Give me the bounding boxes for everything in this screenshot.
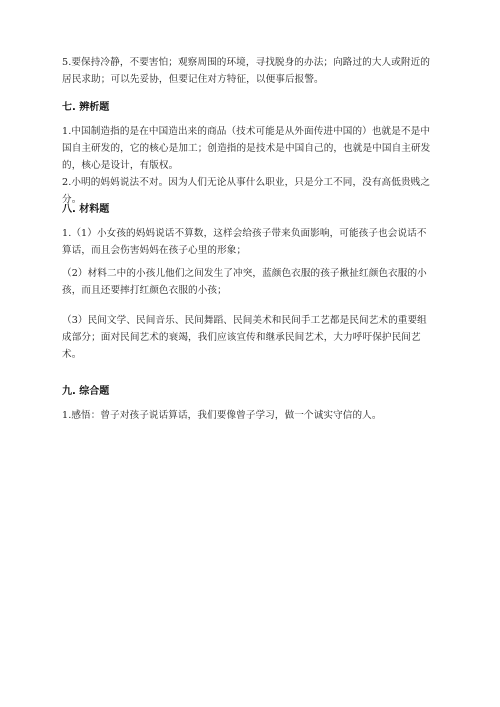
- material-item-1: [62, 225, 434, 259]
- material-item-2-text: （2）材料二中的小孩儿他们之间发生了冲突，蓝颜色衣服的孩子揪扯红颜色衣服的小孩，而且还要摔打红颜色衣服的小孩；: [62, 268, 427, 296]
- comprehensive-item-1: [62, 407, 434, 424]
- material-item-3: [62, 312, 434, 363]
- section-heading-analysis: 七. 辨析题: [62, 102, 110, 113]
- analysis-item-1: 1.中国制造指的是在中国造出来的商品（技术可能是从外面传进中国的）也就是不是中国自主研发的，它的核心是加工；创造指的是技术是中国自己的，也就是中国自主研发的，核心是设计，有版权。: [62, 126, 431, 171]
- material-item-2: [62, 265, 434, 299]
- answer-text: 5.要保持冷静，不要害怕；观察周围的环境，寻找脱身的办法；向路过的大人或附近的居民求助；可以先妥协，但要记住对方特征，以便事后报警。: [62, 57, 431, 85]
- answer-item-5: [62, 54, 434, 88]
- material-item-3-text: （3）民间文学、民间音乐、民间舞蹈、民间美术和民间手工艺都是民间艺术的重要组成部分；面对民间艺术的衰竭，我们应该宣传和继承民间艺术，大力呼吁保护民间艺术。: [62, 315, 427, 360]
- section-heading-material: 八. 材料题: [62, 204, 110, 215]
- analysis-answers: [62, 123, 434, 208]
- comprehensive-item-1-text: 1.感悟：曾子对孩子说话算话，我们要像曾子学习，做一个诚实守信的人。: [62, 410, 382, 421]
- analysis-item-2: 2.小明的妈妈说法不对。因为人们无论从事什么职业，只是分工不同，没有高低贵贱之分。: [62, 177, 431, 205]
- section-heading-comprehensive: 九. 综合题: [62, 386, 110, 397]
- material-item-1-text: 1.（1）小女孩的妈妈说话不算数，这样会给孩子带来负面影响，可能孩子也会说话不算话，而且会伤害妈妈在孩子心里的形象；: [62, 228, 427, 256]
